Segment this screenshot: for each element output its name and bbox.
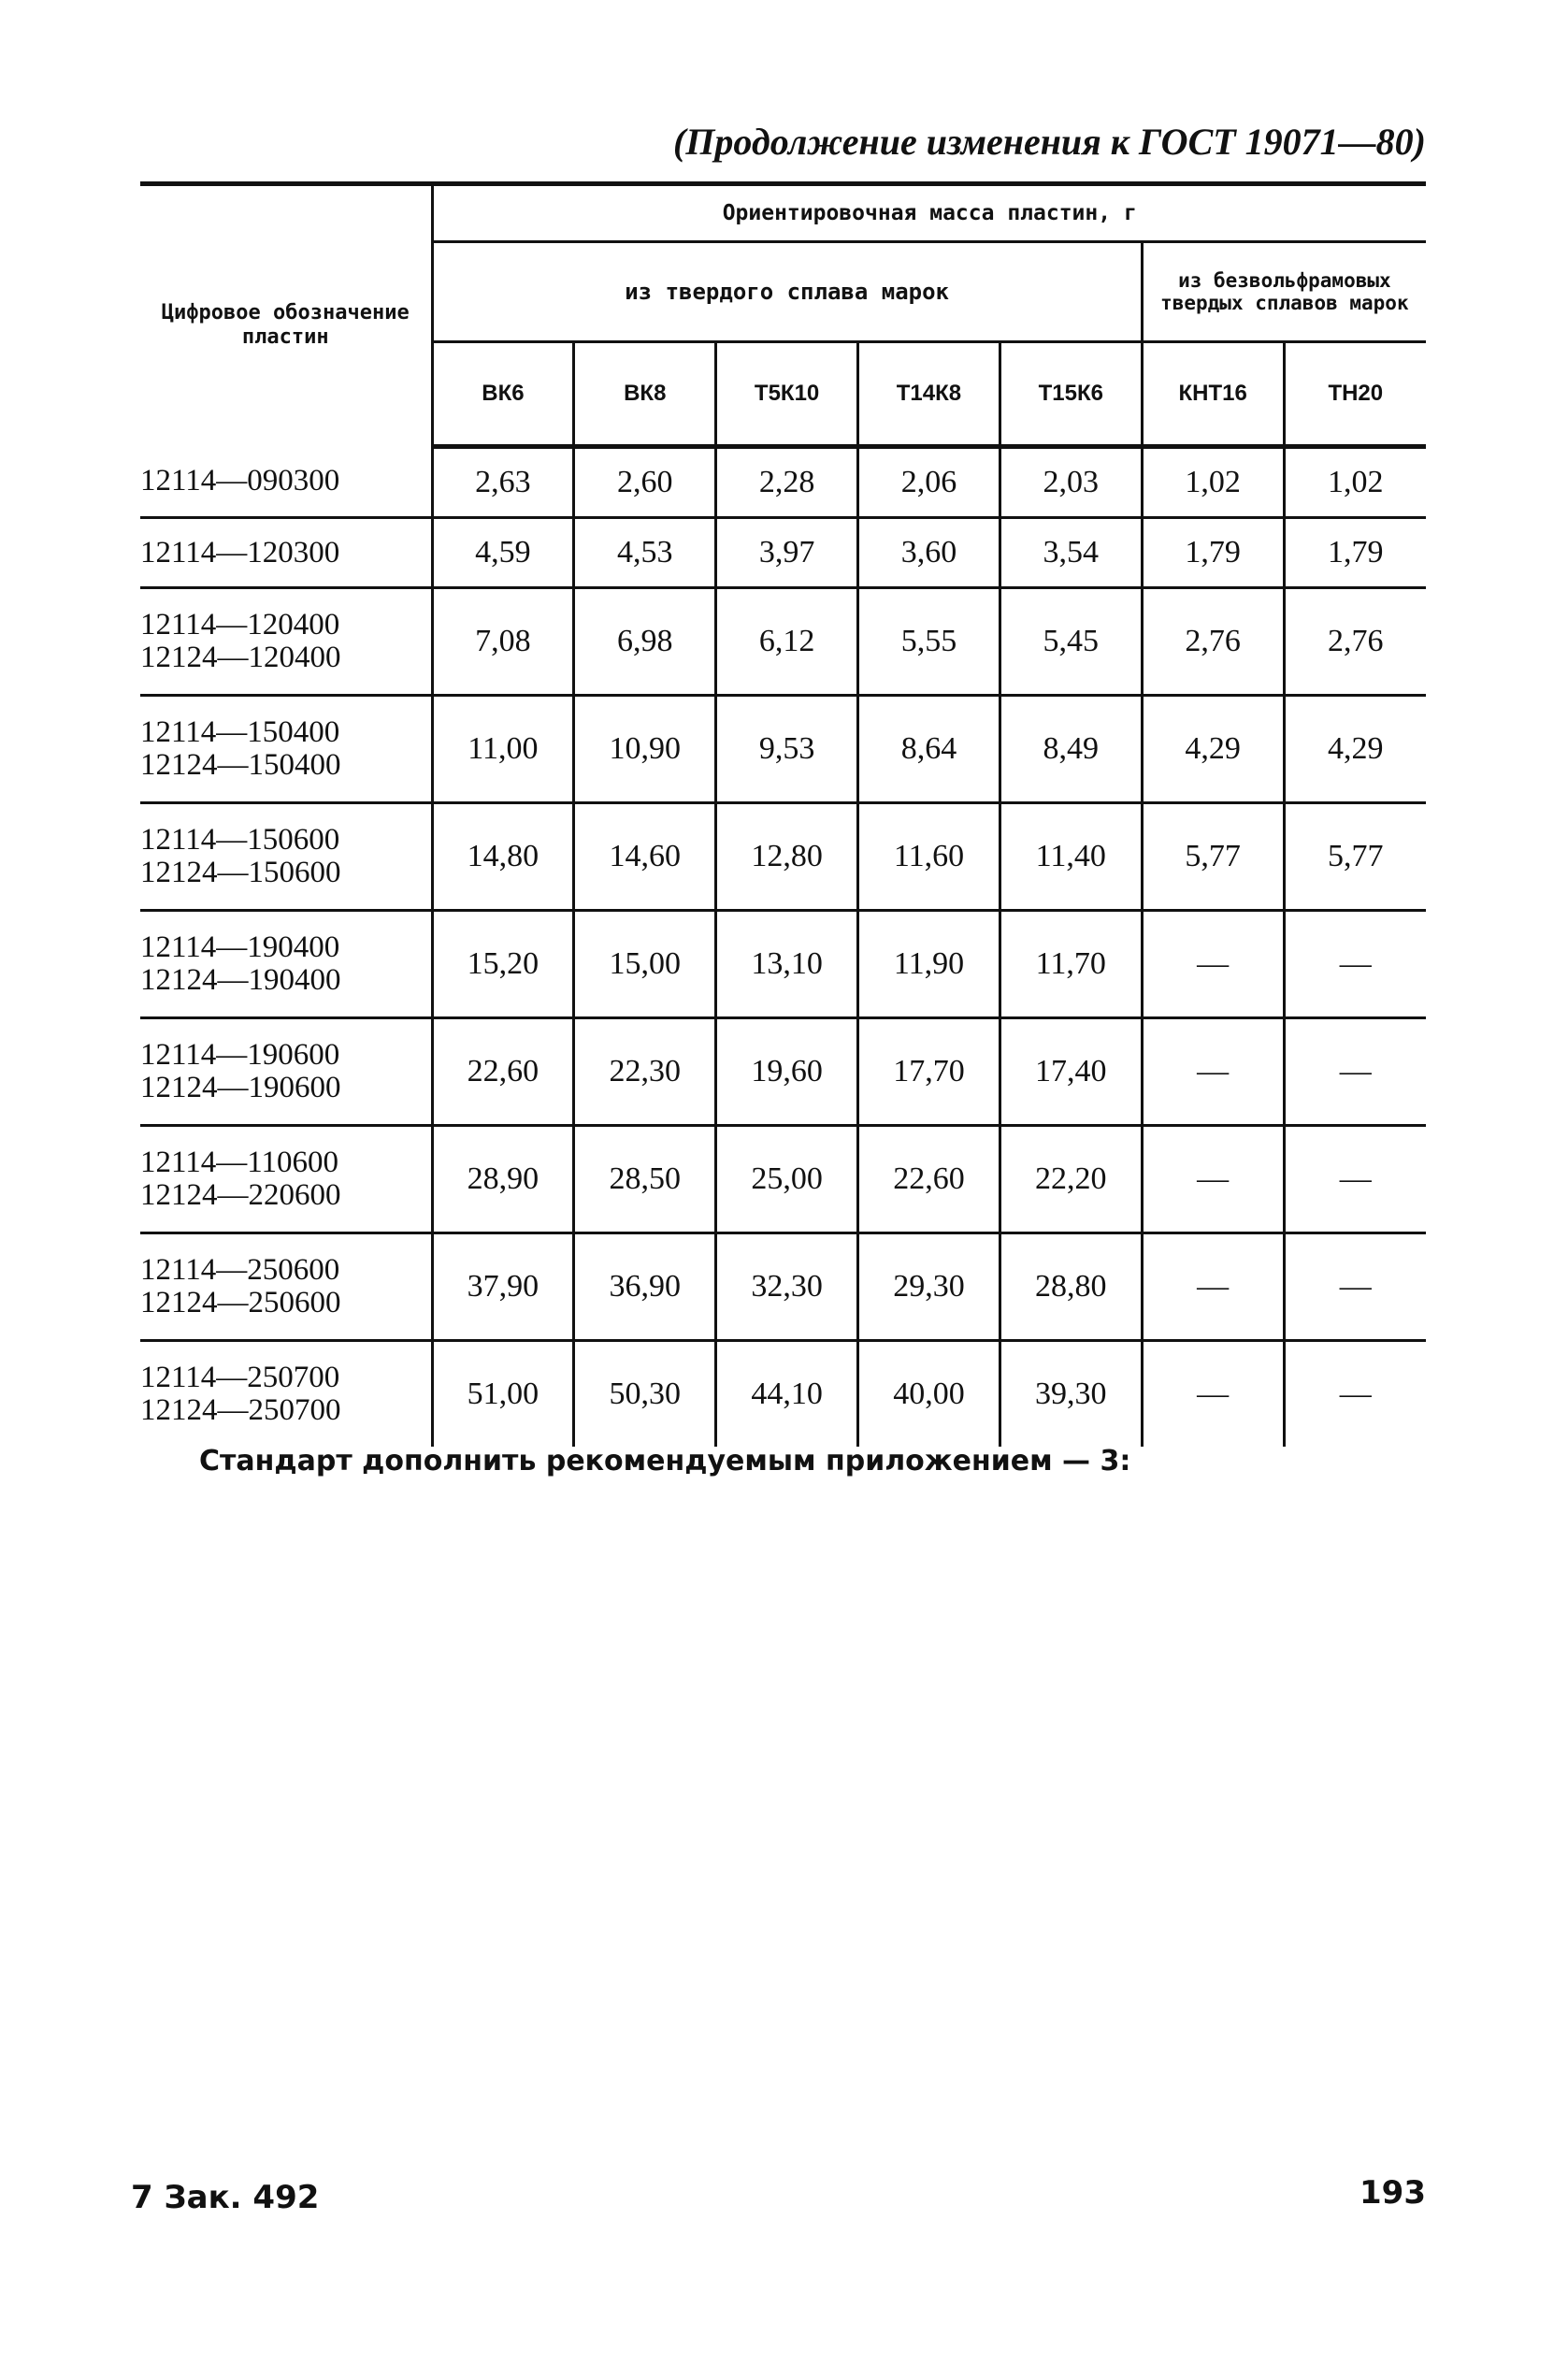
designation-cell: 12114—190400 12124—190400 bbox=[140, 911, 432, 1018]
value-cell: 5,77 bbox=[1284, 803, 1426, 911]
value-cell: 1,79 bbox=[1284, 518, 1426, 588]
value-cell: — bbox=[1284, 911, 1426, 1018]
value-cell: 12,80 bbox=[716, 803, 858, 911]
value-cell: 1,79 bbox=[1142, 518, 1284, 588]
value-cell: — bbox=[1284, 1126, 1426, 1233]
value-cell: — bbox=[1142, 1341, 1284, 1448]
value-cell: 9,53 bbox=[716, 696, 858, 803]
value-cell: 3,54 bbox=[1000, 518, 1142, 588]
value-cell: 25,00 bbox=[716, 1126, 858, 1233]
value-cell: — bbox=[1284, 1341, 1426, 1448]
designation-cell: 12114—250700 12124—250700 bbox=[140, 1341, 432, 1448]
value-cell: — bbox=[1284, 1233, 1426, 1341]
value-cell: 10,90 bbox=[574, 696, 716, 803]
value-cell: 2,03 bbox=[1000, 447, 1142, 518]
value-cell: 14,60 bbox=[574, 803, 716, 911]
value-cell: 14,80 bbox=[432, 803, 574, 911]
table-row bbox=[140, 1126, 1426, 1233]
value-cell: 17,70 bbox=[858, 1018, 1000, 1126]
table-row bbox=[140, 588, 1426, 696]
value-cell: 11,00 bbox=[432, 696, 574, 803]
designation-cell: 12114—120300 bbox=[140, 518, 432, 588]
mass-table-container bbox=[140, 181, 1426, 1447]
value-cell: 4,53 bbox=[574, 518, 716, 588]
value-cell: 32,30 bbox=[716, 1233, 858, 1341]
value-cell: 13,10 bbox=[716, 911, 858, 1018]
value-cell: 28,50 bbox=[574, 1126, 716, 1233]
value-cell: — bbox=[1284, 1018, 1426, 1126]
designation-cell: 12114—190600 12124—190600 bbox=[140, 1018, 432, 1126]
value-cell: 6,12 bbox=[716, 588, 858, 696]
value-cell: 11,70 bbox=[1000, 911, 1142, 1018]
grade-header: КНТ16 bbox=[1142, 342, 1284, 447]
value-cell: 19,60 bbox=[716, 1018, 858, 1126]
value-cell: 1,02 bbox=[1284, 447, 1426, 518]
value-cell: 8,64 bbox=[858, 696, 1000, 803]
grade-header: ТН20 bbox=[1284, 342, 1426, 447]
value-cell: 22,30 bbox=[574, 1018, 716, 1126]
order-number: 7 Зак. 492 bbox=[131, 2179, 320, 2216]
value-cell: 40,00 bbox=[858, 1341, 1000, 1448]
table-row bbox=[140, 518, 1426, 588]
footnote-text: Стандарт дополнить рекомендуемым приложением — 3: bbox=[199, 1445, 1131, 1478]
value-cell: — bbox=[1142, 1233, 1284, 1341]
value-cell: 22,60 bbox=[432, 1018, 574, 1126]
tungsten-free-header: из безвольфрамовых твердых сплавов марок bbox=[1142, 242, 1426, 342]
value-cell: — bbox=[1142, 911, 1284, 1018]
designation-cell: 12114—110600 12124—220600 bbox=[140, 1126, 432, 1233]
designation-cell: 12114—250600 12124—250600 bbox=[140, 1233, 432, 1341]
value-cell: 37,90 bbox=[432, 1233, 574, 1341]
designation-cell: 12114—120400 12124—120400 bbox=[140, 588, 432, 696]
value-cell: 39,30 bbox=[1000, 1341, 1142, 1448]
value-cell: 2,76 bbox=[1142, 588, 1284, 696]
value-cell: 2,06 bbox=[858, 447, 1000, 518]
page-number: 193 bbox=[1359, 2174, 1426, 2212]
table-row bbox=[140, 696, 1426, 803]
value-cell: 29,30 bbox=[858, 1233, 1000, 1341]
value-cell: 7,08 bbox=[432, 588, 574, 696]
value-cell: 4,29 bbox=[1142, 696, 1284, 803]
value-cell: 22,60 bbox=[858, 1126, 1000, 1233]
value-cell: 2,60 bbox=[574, 447, 716, 518]
grade-header: ВК8 bbox=[574, 342, 716, 447]
value-cell: 1,02 bbox=[1142, 447, 1284, 518]
value-cell: 36,90 bbox=[574, 1233, 716, 1341]
value-cell: 5,77 bbox=[1142, 803, 1284, 911]
mass-table bbox=[140, 181, 1426, 1447]
grade-header: Т14К8 bbox=[858, 342, 1000, 447]
value-cell: 6,98 bbox=[574, 588, 716, 696]
value-cell: 15,00 bbox=[574, 911, 716, 1018]
table-row bbox=[140, 1233, 1426, 1341]
value-cell: 17,40 bbox=[1000, 1018, 1142, 1126]
grade-header: Т15К6 bbox=[1000, 342, 1142, 447]
value-cell: 8,49 bbox=[1000, 696, 1142, 803]
value-cell: 4,29 bbox=[1284, 696, 1426, 803]
grade-header: Т5К10 bbox=[716, 342, 858, 447]
value-cell: 28,80 bbox=[1000, 1233, 1142, 1341]
table-row bbox=[140, 1341, 1426, 1448]
designation-header: Цифровое обозначение пластин bbox=[140, 184, 432, 447]
value-cell: 3,97 bbox=[716, 518, 858, 588]
value-cell: 11,90 bbox=[858, 911, 1000, 1018]
value-cell: 51,00 bbox=[432, 1341, 574, 1448]
designation-cell: 12114—090300 bbox=[140, 447, 432, 518]
document-header: (Продолжение изменения к ГОСТ 19071—80) bbox=[672, 121, 1426, 163]
table-row bbox=[140, 803, 1426, 911]
value-cell: 15,20 bbox=[432, 911, 574, 1018]
value-cell: 2,28 bbox=[716, 447, 858, 518]
value-cell: 5,45 bbox=[1000, 588, 1142, 696]
value-cell: 5,55 bbox=[858, 588, 1000, 696]
table-row bbox=[140, 447, 1426, 518]
value-cell: 50,30 bbox=[574, 1341, 716, 1448]
value-cell: 11,60 bbox=[858, 803, 1000, 911]
value-cell: 2,63 bbox=[432, 447, 574, 518]
value-cell: 22,20 bbox=[1000, 1126, 1142, 1233]
value-cell: 44,10 bbox=[716, 1341, 858, 1448]
mass-group-header: Ориентировочная масса пластин, г bbox=[432, 184, 1426, 242]
table-row bbox=[140, 1018, 1426, 1126]
designation-cell: 12114—150400 12124—150400 bbox=[140, 696, 432, 803]
value-cell: — bbox=[1142, 1018, 1284, 1126]
value-cell: — bbox=[1142, 1126, 1284, 1233]
table-row bbox=[140, 911, 1426, 1018]
value-cell: 11,40 bbox=[1000, 803, 1142, 911]
value-cell: 3,60 bbox=[858, 518, 1000, 588]
designation-cell: 12114—150600 12124—150600 bbox=[140, 803, 432, 911]
value-cell: 28,90 bbox=[432, 1126, 574, 1233]
grade-header: ВК6 bbox=[432, 342, 574, 447]
value-cell: 4,59 bbox=[432, 518, 574, 588]
hard-alloy-header: из твердого сплава марок bbox=[432, 242, 1142, 342]
value-cell: 2,76 bbox=[1284, 588, 1426, 696]
